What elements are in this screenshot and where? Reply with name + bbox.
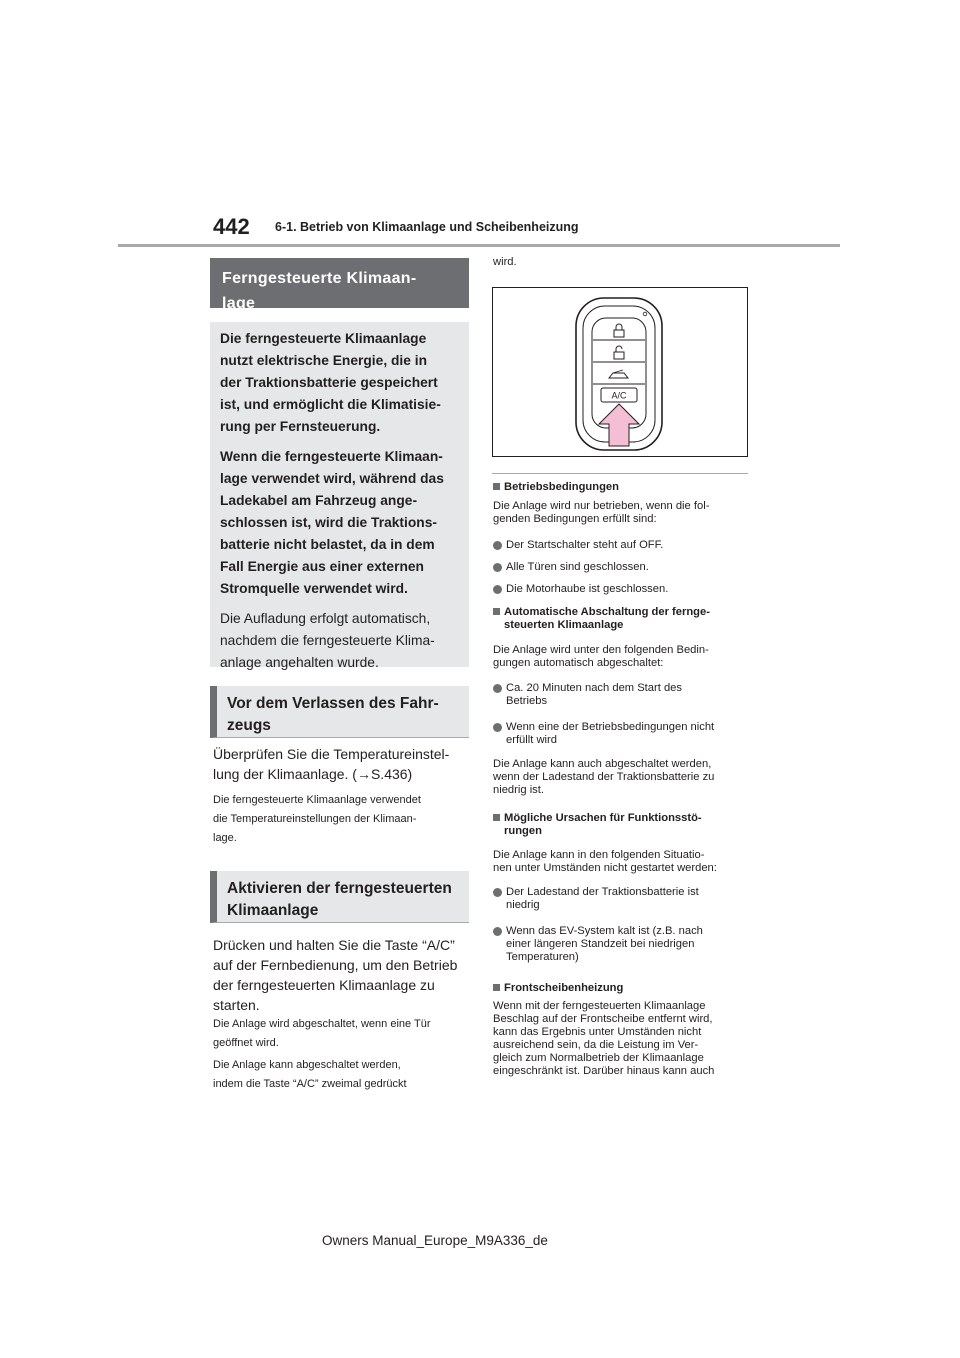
- activate-note-2: Die Anlage kann abgeschaltet werden, indem die Taste “A/C” zweimal gedrückt: [213, 1059, 407, 1090]
- section-frontscheibenheizung-title: Frontscheibenheizung: [493, 982, 751, 995]
- section-abschaltung-title: Automatische Abschaltung der fernge- steuerten Klimaanlage: [493, 606, 751, 632]
- bullet-icon: [493, 541, 502, 550]
- right-divider: [492, 473, 748, 474]
- list-item: Alle Türen sind geschlossen.: [493, 561, 751, 574]
- intro-paragraph-3: Die Aufladung erfolgt automatisch, nachdem die ferngesteuerte Klima- anlage angehalten wurde.: [220, 611, 435, 670]
- list-item: Der Startschalter steht auf OFF.: [493, 539, 751, 552]
- heading-aktivieren: Aktivieren der ferngesteuerten Klimaanlage: [210, 871, 469, 923]
- list-item: Der Ladestand der Traktionsbatterie ist niedrig: [493, 886, 751, 912]
- ac-button-label: A/C: [611, 390, 627, 401]
- activate-note-1: Die Anlage wird abgeschaltet, wenn eine Tür geöffnet wird.: [213, 1018, 431, 1049]
- list-item: Die Motorhaube ist geschlossen.: [493, 583, 751, 596]
- section-betriebsbedingungen-text: Die Anlage wird nur betrieben, wenn die fol- genden Bedingungen erfüllt sind:: [493, 500, 710, 525]
- bullet-icon: [493, 563, 502, 572]
- bullet-icon: [493, 684, 502, 693]
- bullet-icon: [493, 585, 502, 594]
- section-betriebsbedingungen-title: Betriebsbedingungen: [493, 481, 751, 494]
- bullet-icon: [493, 927, 502, 936]
- intro-paragraph-1: Die ferngesteuerte Klimaanlage nutzt elektrische Energie, die in der Traktionsbatterie gespeichert ist, und ermöglicht die Klimatisie- rung per Fernsteuerung.: [220, 331, 441, 434]
- section-funktionsstoerungen-text: Die Anlage kann in den folgenden Situatio- nen unter Umständen nicht gestartet werden:: [493, 849, 717, 874]
- section-marker-icon: [493, 608, 500, 615]
- remote-key-illustration: [492, 287, 748, 457]
- heading-ferngesteuerte-klimaanlage: [210, 258, 469, 312]
- header-divider: [118, 244, 840, 247]
- bullet-icon: [493, 723, 502, 732]
- bullet-icon: [493, 888, 502, 897]
- heading-vor-dem-verlassen: Vor dem Verlassen des Fahr- zeugs: [210, 686, 469, 738]
- check-temperature-note: Die ferngesteuerte Klimaanlage verwendet die Temperatureinstellungen der Klimaan- lage.: [213, 794, 421, 844]
- continuation-word: wird.: [493, 256, 517, 268]
- list-item: Wenn das EV-System kalt ist (z.B. nach einer längeren Standzeit bei niedrigen Temperaturen): [493, 925, 751, 964]
- footer-document-id: Owners Manual_Europe_M9A336_de: [322, 1233, 548, 1248]
- intro-box: [210, 322, 469, 670]
- section-funktionsstoerungen-title: Mögliche Ursachen für Funktionsstö- rungen: [493, 812, 751, 838]
- section-abschaltung-text: Die Anlage wird unter den folgenden Bedin- gungen automatisch abgeschaltet:: [493, 644, 709, 669]
- list-item: Wenn eine der Betriebsbedingungen nicht erfüllt wird: [493, 721, 751, 747]
- section-abschaltung-after: Die Anlage kann auch abgeschaltet werden, wenn der Ladestand der Traktionsbatterie zu niedrig ist.: [493, 758, 715, 796]
- activate-text: Drücken und halten Sie die Taste “A/C” auf der Fernbedienung, um den Betrieb der ferngesteuerten Klimaanlage zu starten.: [213, 937, 458, 1013]
- page-number: 442: [213, 214, 250, 239]
- intro-paragraph-2: Wenn die ferngesteuerte Klimaan- lage verwendet wird, während das Ladekabel am Fahrzeug ange- schlossen ist, wird die Traktions- batterie nicht belastet, da in dem Fall Energie aus einer externen Stromquelle verwendet wird.: [220, 449, 444, 596]
- check-temperature-text: Überprüfen Sie die Temperatureinstel- lung der Klimaanlage. (→S.436): [213, 746, 450, 782]
- list-item: Ca. 20 Minuten nach dem Start des Betriebs: [493, 682, 751, 708]
- section-frontscheibenheizung-text: Wenn mit der ferngesteuerten Klimaanlage Beschlag auf der Frontscheibe entfernt wird, kann das Ergebnis unter Umständen nicht ausreichend sein, da die Leistung im Ver- gleich zum Normalbetrieb der Klimaanlage eingeschränkt ist. Darüber hinaus kann auch: [493, 1000, 715, 1077]
- section-marker-icon: [493, 814, 500, 821]
- section-marker-icon: [493, 984, 500, 991]
- heading-line: lage: [222, 295, 256, 312]
- section-title: 6-1. Betrieb von Klimaanlage und Scheibenheizung: [275, 220, 579, 234]
- heading-line: Ferngesteuerte Klimaan-: [222, 270, 417, 287]
- section-marker-icon: [493, 483, 500, 490]
- remote-key-svg: [493, 288, 747, 456]
